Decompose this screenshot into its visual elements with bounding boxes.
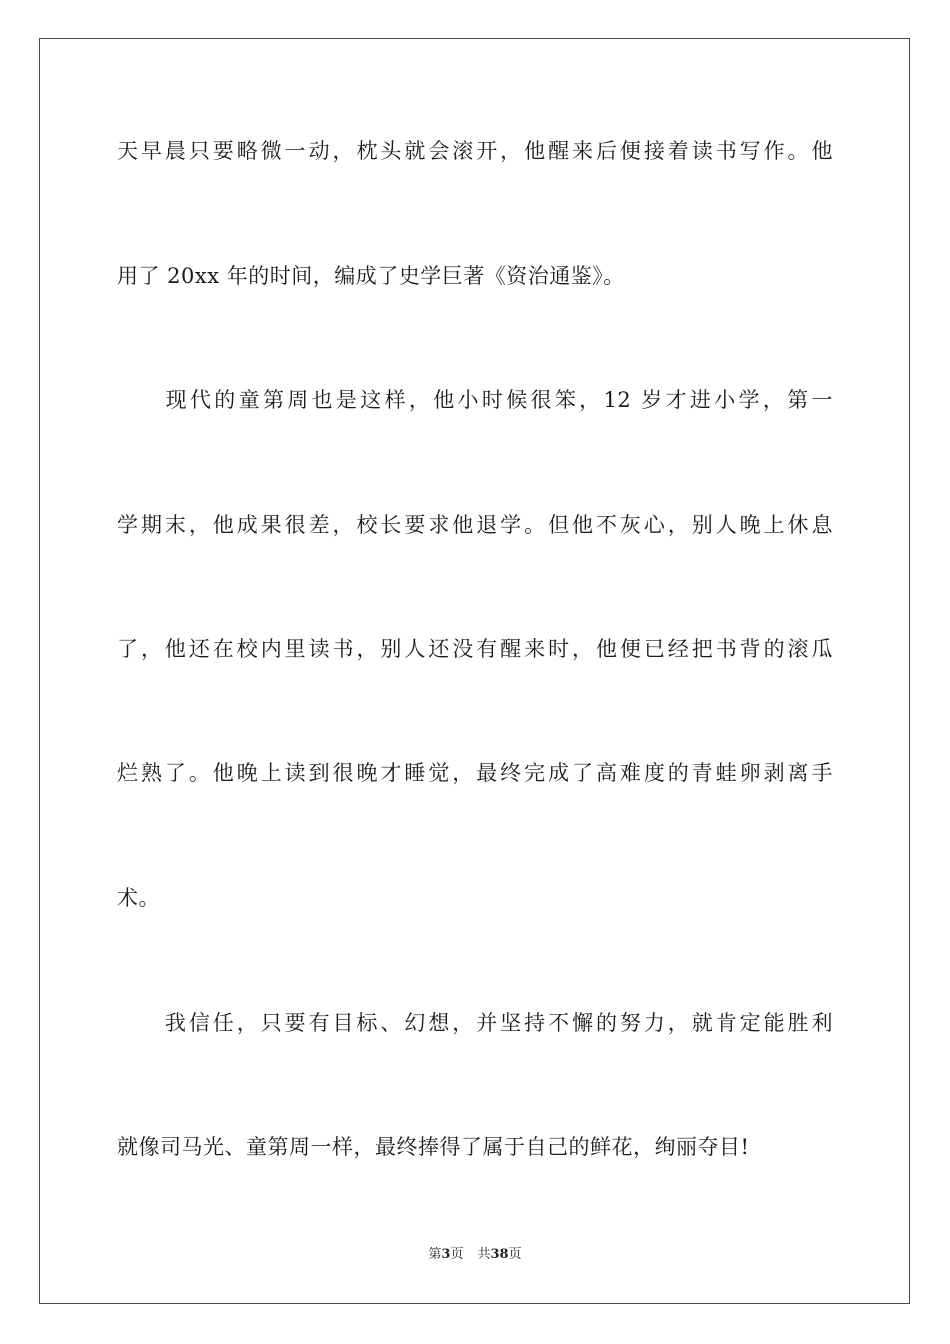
text-line-4: 学期末，他成果很差，校长要求他退学。但他不灰心，别人晚上休息	[117, 513, 833, 537]
text-line-9: 就像司马光、童第周一样，最终捧得了属于自己的鲜花，绚丽夺目!	[117, 1135, 750, 1159]
total-pages: 38	[490, 1247, 509, 1262]
page-number: 3	[441, 1247, 451, 1262]
text-line-6: 烂熟了。他晚上读到很晚才睡觉，最终完成了高难度的青蛙卵剥离手	[117, 761, 833, 785]
text-line-2: 用了 20xx 年的时间，编成了史学巨著《资治通鉴》。	[117, 264, 625, 288]
text-line-8: 我信任，只要有目标、幻想，并坚持不懈的努力，就肯定能胜利	[117, 1011, 833, 1035]
page-footer	[0, 1246, 950, 1264]
text-line-7: 术。	[117, 886, 160, 910]
total-prefix: 共	[477, 1247, 491, 1262]
page-prefix: 第	[428, 1247, 442, 1262]
total-suffix: 页	[508, 1247, 522, 1262]
page-suffix: 页	[450, 1247, 464, 1262]
page-border	[39, 38, 910, 1304]
text-line-5: 了，他还在校内里读书，别人还没有醒来时，他便已经把书背的滚瓜	[117, 637, 833, 661]
text-line-3: 现代的童第周也是这样，他小时候很笨，12 岁才进小学，第一	[117, 388, 833, 412]
text-line-1: 天早晨只要略微一动，枕头就会滚开，他醒来后便接着读书写作。他	[117, 139, 833, 163]
